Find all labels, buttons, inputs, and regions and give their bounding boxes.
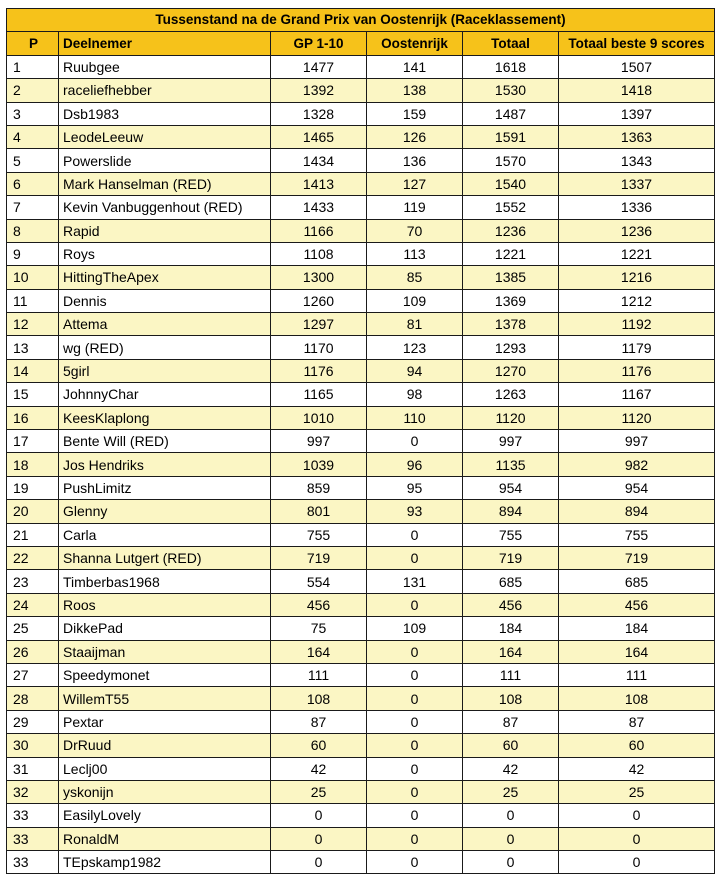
cell-best-9-total: 87 [559, 710, 715, 733]
cell-participant: wg (RED) [59, 336, 271, 359]
cell-participant: Timberbas1968 [59, 570, 271, 593]
cell-gp-1-10: 719 [271, 546, 367, 569]
cell-oostenrijk: 0 [367, 780, 463, 803]
cell-best-9-total: 456 [559, 593, 715, 616]
cell-position: 28 [7, 687, 59, 710]
cell-participant: 5girl [59, 359, 271, 382]
cell-oostenrijk: 0 [367, 827, 463, 850]
cell-total: 1552 [463, 196, 559, 219]
table-row [7, 780, 715, 803]
cell-total: 60 [463, 734, 559, 757]
cell-gp-1-10: 1328 [271, 102, 367, 125]
cell-total: 719 [463, 546, 559, 569]
table-row [7, 687, 715, 710]
cell-position: 32 [7, 780, 59, 803]
cell-total: 1135 [463, 453, 559, 476]
cell-gp-1-10: 554 [271, 570, 367, 593]
cell-participant: Jos Hendriks [59, 453, 271, 476]
cell-gp-1-10: 801 [271, 500, 367, 523]
cell-gp-1-10: 25 [271, 780, 367, 803]
cell-oostenrijk: 0 [367, 523, 463, 546]
table-row [7, 430, 715, 453]
cell-position: 3 [7, 102, 59, 125]
cell-total: 0 [463, 827, 559, 850]
cell-best-9-total: 1212 [559, 289, 715, 312]
table-row [7, 125, 715, 148]
cell-participant: TEpskamp1982 [59, 851, 271, 874]
cell-position: 33 [7, 851, 59, 874]
cell-position: 7 [7, 196, 59, 219]
cell-position: 5 [7, 149, 59, 172]
cell-gp-1-10: 0 [271, 827, 367, 850]
cell-total: 1591 [463, 125, 559, 148]
cell-best-9-total: 1337 [559, 172, 715, 195]
cell-position: 2 [7, 79, 59, 102]
cell-gp-1-10: 1165 [271, 383, 367, 406]
cell-position: 11 [7, 289, 59, 312]
cell-gp-1-10: 108 [271, 687, 367, 710]
cell-position: 23 [7, 570, 59, 593]
header-gp-1-10: GP 1-10 [271, 32, 367, 55]
cell-position: 19 [7, 476, 59, 499]
cell-gp-1-10: 0 [271, 804, 367, 827]
table-row [7, 383, 715, 406]
cell-total: 1270 [463, 359, 559, 382]
cell-oostenrijk: 119 [367, 196, 463, 219]
cell-best-9-total: 719 [559, 546, 715, 569]
cell-participant: Roys [59, 242, 271, 265]
cell-best-9-total: 184 [559, 617, 715, 640]
cell-oostenrijk: 123 [367, 336, 463, 359]
cell-best-9-total: 108 [559, 687, 715, 710]
table-row [7, 196, 715, 219]
cell-oostenrijk: 127 [367, 172, 463, 195]
cell-total: 456 [463, 593, 559, 616]
cell-position: 29 [7, 710, 59, 733]
cell-total: 1570 [463, 149, 559, 172]
cell-position: 14 [7, 359, 59, 382]
cell-position: 24 [7, 593, 59, 616]
cell-participant: Rapid [59, 219, 271, 242]
cell-best-9-total: 1176 [559, 359, 715, 382]
cell-oostenrijk: 0 [367, 593, 463, 616]
cell-gp-1-10: 1039 [271, 453, 367, 476]
cell-position: 26 [7, 640, 59, 663]
table-row [7, 313, 715, 336]
cell-participant: KeesKlaplong [59, 406, 271, 429]
cell-gp-1-10: 1108 [271, 242, 367, 265]
cell-oostenrijk: 0 [367, 430, 463, 453]
table-row [7, 523, 715, 546]
cell-best-9-total: 1336 [559, 196, 715, 219]
cell-participant: Dsb1983 [59, 102, 271, 125]
table-title: Tussenstand na de Grand Prix van Oostenrijk (Raceklassement) [7, 9, 715, 32]
cell-total: 894 [463, 500, 559, 523]
table-row [7, 500, 715, 523]
cell-best-9-total: 1363 [559, 125, 715, 148]
cell-best-9-total: 1192 [559, 313, 715, 336]
cell-gp-1-10: 111 [271, 663, 367, 686]
cell-total: 1263 [463, 383, 559, 406]
cell-position: 21 [7, 523, 59, 546]
cell-oostenrijk: 113 [367, 242, 463, 265]
cell-position: 10 [7, 266, 59, 289]
cell-best-9-total: 25 [559, 780, 715, 803]
cell-best-9-total: 982 [559, 453, 715, 476]
table-row [7, 617, 715, 640]
cell-participant: Powerslide [59, 149, 271, 172]
cell-total: 685 [463, 570, 559, 593]
cell-best-9-total: 60 [559, 734, 715, 757]
cell-gp-1-10: 1465 [271, 125, 367, 148]
cell-oostenrijk: 93 [367, 500, 463, 523]
cell-best-9-total: 997 [559, 430, 715, 453]
cell-position: 8 [7, 219, 59, 242]
cell-gp-1-10: 1170 [271, 336, 367, 359]
cell-best-9-total: 1216 [559, 266, 715, 289]
cell-oostenrijk: 0 [367, 804, 463, 827]
cell-gp-1-10: 1477 [271, 55, 367, 78]
cell-gp-1-10: 75 [271, 617, 367, 640]
header-best-9-total: Totaal beste 9 scores [559, 32, 715, 55]
cell-total: 184 [463, 617, 559, 640]
cell-gp-1-10: 1166 [271, 219, 367, 242]
cell-position: 1 [7, 55, 59, 78]
cell-oostenrijk: 136 [367, 149, 463, 172]
title-row [7, 9, 715, 32]
table-row [7, 172, 715, 195]
cell-position: 16 [7, 406, 59, 429]
cell-best-9-total: 1120 [559, 406, 715, 429]
cell-oostenrijk: 94 [367, 359, 463, 382]
cell-best-9-total: 894 [559, 500, 715, 523]
cell-oostenrijk: 0 [367, 851, 463, 874]
cell-participant: Pextar [59, 710, 271, 733]
cell-position: 17 [7, 430, 59, 453]
cell-participant: Shanna Lutgert (RED) [59, 546, 271, 569]
cell-oostenrijk: 0 [367, 640, 463, 663]
cell-best-9-total: 1221 [559, 242, 715, 265]
cell-position: 33 [7, 804, 59, 827]
cell-gp-1-10: 87 [271, 710, 367, 733]
cell-gp-1-10: 1297 [271, 313, 367, 336]
cell-gp-1-10: 859 [271, 476, 367, 499]
cell-best-9-total: 0 [559, 827, 715, 850]
cell-position: 12 [7, 313, 59, 336]
cell-gp-1-10: 1260 [271, 289, 367, 312]
cell-oostenrijk: 109 [367, 289, 463, 312]
cell-total: 1378 [463, 313, 559, 336]
table-row [7, 710, 715, 733]
cell-oostenrijk: 0 [367, 663, 463, 686]
cell-oostenrijk: 81 [367, 313, 463, 336]
cell-best-9-total: 1343 [559, 149, 715, 172]
table-row [7, 102, 715, 125]
cell-participant: Speedymonet [59, 663, 271, 686]
cell-position: 22 [7, 546, 59, 569]
table-row [7, 149, 715, 172]
cell-position: 33 [7, 827, 59, 850]
cell-position: 6 [7, 172, 59, 195]
cell-best-9-total: 1418 [559, 79, 715, 102]
table-row [7, 359, 715, 382]
table-row [7, 219, 715, 242]
cell-gp-1-10: 60 [271, 734, 367, 757]
cell-gp-1-10: 1010 [271, 406, 367, 429]
cell-oostenrijk: 0 [367, 546, 463, 569]
cell-total: 0 [463, 804, 559, 827]
cell-position: 27 [7, 663, 59, 686]
cell-oostenrijk: 0 [367, 710, 463, 733]
table-row [7, 593, 715, 616]
cell-best-9-total: 0 [559, 851, 715, 874]
cell-participant: Bente Will (RED) [59, 430, 271, 453]
cell-participant: WillemT55 [59, 687, 271, 710]
table-row [7, 266, 715, 289]
table-row [7, 640, 715, 663]
cell-total: 111 [463, 663, 559, 686]
cell-total: 755 [463, 523, 559, 546]
table-row [7, 546, 715, 569]
cell-best-9-total: 1236 [559, 219, 715, 242]
cell-participant: PushLimitz [59, 476, 271, 499]
cell-gp-1-10: 164 [271, 640, 367, 663]
cell-oostenrijk: 0 [367, 734, 463, 757]
cell-gp-1-10: 1413 [271, 172, 367, 195]
cell-participant: Leclj00 [59, 757, 271, 780]
cell-oostenrijk: 141 [367, 55, 463, 78]
table-row [7, 453, 715, 476]
cell-oostenrijk: 159 [367, 102, 463, 125]
table-row [7, 476, 715, 499]
cell-best-9-total: 111 [559, 663, 715, 686]
cell-participant: Carla [59, 523, 271, 546]
cell-best-9-total: 1179 [559, 336, 715, 359]
cell-best-9-total: 685 [559, 570, 715, 593]
cell-oostenrijk: 0 [367, 687, 463, 710]
cell-position: 4 [7, 125, 59, 148]
cell-total: 87 [463, 710, 559, 733]
cell-position: 20 [7, 500, 59, 523]
cell-participant: RonaldM [59, 827, 271, 850]
cell-total: 108 [463, 687, 559, 710]
cell-total: 1618 [463, 55, 559, 78]
cell-gp-1-10: 1392 [271, 79, 367, 102]
cell-participant: Roos [59, 593, 271, 616]
cell-oostenrijk: 131 [367, 570, 463, 593]
cell-total: 1385 [463, 266, 559, 289]
cell-total: 25 [463, 780, 559, 803]
header-position: P [7, 32, 59, 55]
header-row [7, 32, 715, 55]
cell-participant: LeodeLeeuw [59, 125, 271, 148]
cell-oostenrijk: 109 [367, 617, 463, 640]
cell-total: 1120 [463, 406, 559, 429]
table-row [7, 827, 715, 850]
cell-position: 30 [7, 734, 59, 757]
cell-participant: Dennis [59, 289, 271, 312]
standings-table [6, 8, 715, 874]
cell-oostenrijk: 70 [367, 219, 463, 242]
cell-best-9-total: 1167 [559, 383, 715, 406]
cell-best-9-total: 0 [559, 804, 715, 827]
table-row [7, 289, 715, 312]
table-row [7, 242, 715, 265]
table-row [7, 851, 715, 874]
cell-oostenrijk: 110 [367, 406, 463, 429]
cell-gp-1-10: 1433 [271, 196, 367, 219]
cell-gp-1-10: 1434 [271, 149, 367, 172]
cell-best-9-total: 755 [559, 523, 715, 546]
cell-participant: Staaijman [59, 640, 271, 663]
cell-participant: HittingTheApex [59, 266, 271, 289]
table-row [7, 55, 715, 78]
cell-position: 31 [7, 757, 59, 780]
cell-oostenrijk: 138 [367, 79, 463, 102]
table-row [7, 663, 715, 686]
cell-participant: Attema [59, 313, 271, 336]
cell-total: 954 [463, 476, 559, 499]
cell-participant: yskonijn [59, 780, 271, 803]
header-participant: Deelnemer [59, 32, 271, 55]
cell-total: 1369 [463, 289, 559, 312]
cell-total: 997 [463, 430, 559, 453]
cell-position: 13 [7, 336, 59, 359]
cell-gp-1-10: 755 [271, 523, 367, 546]
header-oostenrijk: Oostenrijk [367, 32, 463, 55]
cell-position: 9 [7, 242, 59, 265]
cell-participant: raceliefhebber [59, 79, 271, 102]
cell-total: 164 [463, 640, 559, 663]
table-row [7, 757, 715, 780]
cell-best-9-total: 1507 [559, 55, 715, 78]
cell-oostenrijk: 98 [367, 383, 463, 406]
cell-best-9-total: 42 [559, 757, 715, 780]
cell-best-9-total: 954 [559, 476, 715, 499]
cell-total: 1487 [463, 102, 559, 125]
table-row [7, 79, 715, 102]
cell-position: 25 [7, 617, 59, 640]
cell-participant: Kevin Vanbuggenhout (RED) [59, 196, 271, 219]
cell-oostenrijk: 95 [367, 476, 463, 499]
cell-gp-1-10: 1176 [271, 359, 367, 382]
table-row [7, 734, 715, 757]
cell-oostenrijk: 126 [367, 125, 463, 148]
cell-gp-1-10: 997 [271, 430, 367, 453]
table-row [7, 406, 715, 429]
cell-oostenrijk: 96 [367, 453, 463, 476]
cell-total: 1293 [463, 336, 559, 359]
cell-total: 42 [463, 757, 559, 780]
cell-total: 1221 [463, 242, 559, 265]
cell-position: 18 [7, 453, 59, 476]
table-row [7, 570, 715, 593]
cell-participant: EasilyLovely [59, 804, 271, 827]
cell-participant: DikkePad [59, 617, 271, 640]
table-row [7, 336, 715, 359]
cell-gp-1-10: 0 [271, 851, 367, 874]
header-total: Totaal [463, 32, 559, 55]
cell-position: 15 [7, 383, 59, 406]
cell-participant: Glenny [59, 500, 271, 523]
cell-gp-1-10: 1300 [271, 266, 367, 289]
cell-participant: Mark Hanselman (RED) [59, 172, 271, 195]
cell-total: 1540 [463, 172, 559, 195]
cell-participant: DrRuud [59, 734, 271, 757]
cell-participant: Ruubgee [59, 55, 271, 78]
cell-oostenrijk: 85 [367, 266, 463, 289]
cell-gp-1-10: 42 [271, 757, 367, 780]
cell-best-9-total: 164 [559, 640, 715, 663]
cell-total: 1530 [463, 79, 559, 102]
cell-total: 1236 [463, 219, 559, 242]
cell-oostenrijk: 0 [367, 757, 463, 780]
cell-participant: JohnnyChar [59, 383, 271, 406]
standings-body [7, 55, 715, 874]
cell-gp-1-10: 456 [271, 593, 367, 616]
cell-best-9-total: 1397 [559, 102, 715, 125]
table-row [7, 804, 715, 827]
cell-total: 0 [463, 851, 559, 874]
